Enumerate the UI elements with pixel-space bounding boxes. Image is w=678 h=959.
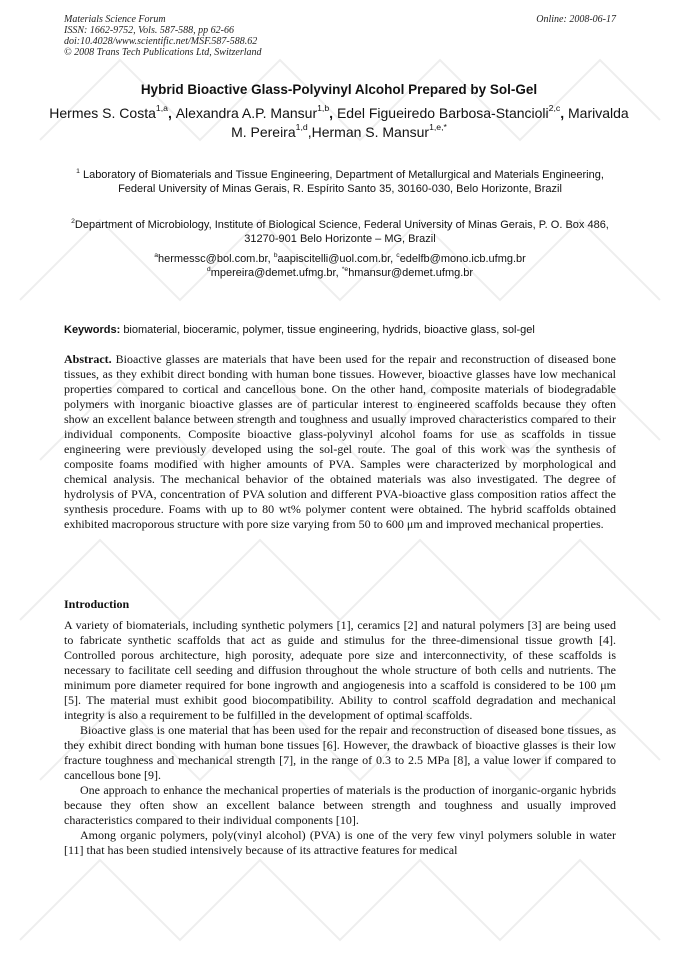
email-link[interactable]: mpereira@demet.ufmg.br, [210,267,339,279]
keywords-label: Keywords: [64,324,121,336]
author-name: Alexandra A.P. Mansur [175,105,318,121]
affiliation-1 [64,168,616,196]
author-superscript: 2,c [548,103,561,114]
abstract-section [64,352,616,532]
email-mark: c [396,251,400,259]
email-mark: *e [341,265,349,273]
author-name: Marivalda M. Pereira [231,105,629,140]
author-superscript: 1,d [295,122,308,133]
issn-line: ISSN: 1662-9752, Vols. 587-588, pp 62-66 [64,25,234,36]
email-link[interactable]: hermessc@bol.com.br, [157,253,271,265]
paper-title: Hybrid Bioactive Glass-Polyvinyl Alcohol Prepared by Sol-Gel [140,82,538,97]
email-link[interactable]: edelfb@mono.icb.ufmg.br [399,253,526,265]
journal-header [64,14,616,58]
affiliation-text: Department of Microbiology, Institute of Biological Science, Federal University of Minas Gerais, P. O. Box 486, 31270-901 Belo Horizonte – MG, Brazil [74,219,609,245]
author-superscript: 1,a [155,103,168,114]
affiliation-mark: 1 [76,167,80,175]
keywords-text: biomaterial, bioceramic, polymer, tissue engineering, hydrids, bioactive glass, sol-gel [123,324,535,336]
email-link[interactable]: hmansur@demet.ufmg.br [348,267,474,279]
doi-line[interactable]: doi:10.4028/www.scientific.net/MSF.587-588.62 [64,36,258,47]
affiliation-2 [64,218,616,246]
copyright-line: © 2008 Trans Tech Publications Ltd, Switzerland [64,47,262,58]
intro-paragraph: Among organic polymers, poly(vinyl alcohol) (PVA) is one of the very few vinyl polymers soluble in water [11] that has been studied intensively because of its attractive features for medical [64,828,616,857]
intro-paragraph: One approach to enhance the mechanical properties of materials is the production of inorganic-organic hybrids because they often show an excellent balance between strength and toughness and usually improved characteristics compared to their individual components [10]. [64,783,616,827]
author-superscript: 1,e,* [429,122,447,133]
abstract-text: Bioactive glasses are materials that have been used for the repair and reconstruction of diseased bone tissues, as they exhibit direct bonding with human bone tissues. However, bioactive glasses have low mechanical properties compared to cortical and cancellous bone. On the other hand, composite materials of biodegradable polymers with inorganic bioactive glasses are of particular interest to engineered scaffolds because they often show an excellent balance between strength and toughness and usually improved characteristics compared to their individual components. Composite bioactive glass-polyvinyl alcohol foams for use as scaffolds in tissue engineering were previously developed using the sol-gel route. The goal of this work was the synthesis of composite foams modified with higher amounts of PVA. Samples were characterized by morphological and chemical analysis. The mechanical behavior of the obtained materials was also investigated. The degree of hydrolysis of PVA, concentration of PVA solution and different PVA-bioactive glass composition ratios affect the synthesis procedure. Foams with up to 80 wt% polymer content were obtained. The hybrid scaffolds obtained exhibited macroporous structure with pore size varying from 50 to 600 μm and improved mechanical properties. [64,352,617,531]
author-name: Edel Figueiredo Barbosa-Stancioli [336,105,549,121]
author-name: Hermes S. Costa [49,105,156,121]
email-mark: b [273,251,278,259]
email-link[interactable]: aapiscitelli@uol.com.br, [277,253,394,265]
author-superscript: 1,b [317,103,330,114]
online-date: Online: 2008-06-17 [536,14,616,25]
affiliation-text: Laboratory of Biomaterials and Tissue Engineering, Department of Metallurgical and Materials Engineering, Federal University of Minas Gerais, R. Espírito Santo 35, 30160-030, Belo Horizonte, Brazil [82,169,604,195]
keywords-line [64,323,616,337]
email-mark: d [206,265,211,273]
journal-name: Materials Science Forum [64,14,166,25]
introduction-section [64,618,616,858]
email-list [64,252,616,280]
author-list: Hermes S. Costa$^{1,a}$, Alexandra A.P. Mansur$^{1,b}$, Edel Figueiredo Barbosa-Stancioli$^{2,c}$, Marivalda M. Pereira$^{1,d}$,Herman S. Mansur$^{1,e,*}$ [49,103,629,140]
email-mark: a [154,251,158,259]
affiliation-mark: 2 [71,217,75,225]
abstract-label: Abstract. [64,352,112,366]
intro-paragraph: A variety of biomaterials, including synthetic polymers [1], ceramics [2] and natural polymers [3] are being used to fabricate synthetic scaffolds that act as guide and stimulus for the three-dimensional tissue growth [4]. Controlled porous architecture, high porosity, adequate pore size and interconnectivity, of these scaffolds is necessary to facilitate cell seeding and diffusion throughout the whole structure of both cells and nutrients. The minimum pore diameter required for bone ingrowth and angiogenesis into a scaffold is considered to be 100 μm [5]. The material must exhibit good biocompatibility. Ability to control scaffold degradation and mechanical integrity is also a requirement to be fulfilled in the development of optimal scaffolds. [64,618,616,722]
introduction-heading: Introduction [64,597,130,611]
intro-paragraph: Bioactive glass is one material that has been used for the repair and reconstruction of diseased bone tissues, as they exhibit direct bonding with human bone tissues [6]. However, the drawback of bioactive glasses is their low fracture toughness and mechanical strength [7], in the range of 0.3 to 2.5 MPa [8], a value lower if compared to cancellous bone [9]. [64,723,616,782]
author-name: Herman S. Mansur [311,124,430,140]
